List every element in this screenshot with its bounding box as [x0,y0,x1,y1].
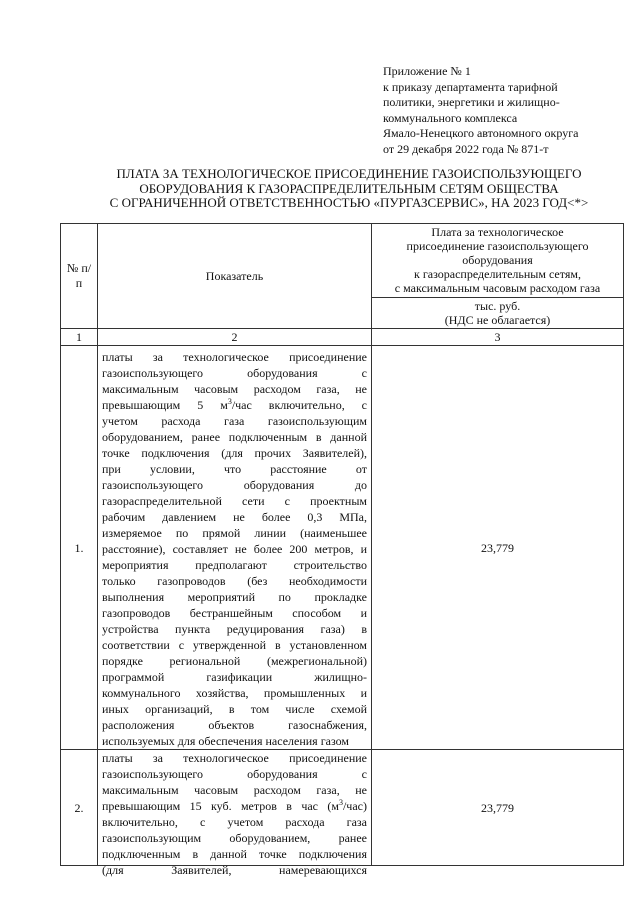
row-indicator-text [102,349,367,749]
text-line: учетом расхода газа газоиспользующим [102,414,367,428]
appendix-line: к приказу департамента тарифной [383,79,558,94]
header-indicator-label: Показатель [205,269,264,283]
header-fee-line: с максимальным часовым расходом газа [394,281,601,296]
col-number: 3 [372,329,624,346]
text-line: при условии, что расстояние от [102,462,367,476]
text-line: платы за технологическое присоединение [102,751,367,765]
text-line: мероприятия предполагают строительство [102,558,367,572]
text-line: измеряемое по прямой линии (наименьшее [102,526,367,540]
text-line: максимальным часовым расходом газа, не [102,783,367,797]
text-line: иных организаций, в том числе схемой [102,702,367,716]
col-number: 1 [61,329,98,346]
appendix-line: Ямало-Ненецкого автономного округа [383,126,579,140]
column-number-row [61,329,624,346]
header-fee-line: оборудования [462,253,533,268]
text-line: порядке региональной (межрегиональной) [102,654,367,668]
text-line: расстояние), составляет не более 200 метров, и [102,542,367,556]
title-line: ПЛАТА ЗА ТЕХНОЛОГИЧЕСКОЕ ПРИСОЕДИНЕНИЕ ГАЗОИСПОЛЬЗУЮЩЕГО [116,166,582,181]
text-line: используемых для обеспечения населения газом [102,734,349,748]
text-line: подключенным в данной точке подключения [102,847,367,861]
header-indicator [98,224,372,329]
text-line: коммунального хозяйства, промышленных и [102,686,367,700]
text-line: точке подключения (для прочих Заявителей), [102,446,367,460]
text-fragment: превышающим 15 куб. метров в час (м [102,799,339,813]
text-line: оборудованием, ранее подключенным в данной [102,430,367,444]
appendix-line: коммунального комплекса [383,110,518,125]
text-line [102,397,367,413]
text-line: (для Заявителей, намеревающихся [102,863,367,877]
text-fragment: /час) [342,799,367,813]
text-line: рабочим давлением не более 0,3 МПа, [102,510,367,524]
superscript: 3 [227,397,232,406]
header-unit-line: (НДС не облагается) [444,312,551,327]
header-fee-line: Плата за технологическое [431,225,564,240]
header-row [61,224,624,298]
superscript: 3 [338,798,343,807]
text-line: газоиспользующего оборудования с [102,767,367,781]
header-num-label: № п/п [66,261,92,290]
appendix-block [383,64,623,157]
text-line [102,798,367,814]
header-unit-line: тыс. руб. [474,298,521,313]
header-fee [372,224,624,298]
row-value: 23,779 [372,346,624,750]
text-line: газопроводов бестраншейным способом и [102,606,367,620]
text-line: выполнения мероприятий по прокладке [102,590,367,604]
row-value: 23,779 [372,750,624,866]
document-title [60,167,638,211]
text-fragment: /час включительно, с [231,398,368,412]
appendix-line: политики, энергетики и жилищно- [383,95,560,109]
title-line: С ОГРАНИЧЕННОЙ ОТВЕТСТВЕННОСТЬЮ «ПУРГАЗСЕРВИС», НА 2023 ГОД<*> [109,195,589,210]
appendix-line: от 29 декабря 2022 года № 871-т [383,141,549,156]
text-line: максимальным часовым расходом газа, не [102,382,367,396]
text-fragment: превышающим 5 м [102,398,228,412]
row-num: 1. [61,346,98,750]
appendix-line: Приложение № 1 [383,64,471,78]
header-unit [372,297,624,328]
text-line: газоиспользующего оборудования с [102,366,367,380]
text-line: включительно, с учетом расхода газа [102,815,367,829]
text-line: газораспределительной сети с проектным [102,494,367,508]
text-line: платы за технологическое присоединение [102,350,367,364]
text-line: только газопроводов (без необходимости [102,574,367,588]
table-row [61,750,624,866]
row-indicator [98,750,372,877]
col-number: 2 [98,329,372,346]
table-row [61,346,624,750]
text-line: расположения объектов газоснабжения, [102,718,367,732]
row-indicator-text [102,750,367,877]
header-num [61,224,98,329]
row-indicator [98,346,372,750]
text-line: программой газификации жилищно- [102,670,367,684]
title-line: ОБОРУДОВАНИЯ К ГАЗОРАСПРЕДЕЛИТЕЛЬНЫМ СЕТЯМ ОБЩЕСТВА [139,180,559,196]
header-fee-line: к газораспределительным сетям, [414,267,581,282]
text-line: соответствии с утвержденной в установленном [102,638,367,652]
text-line: газоиспользующим оборудованием, ранее [102,831,367,845]
fee-table [60,223,624,877]
text-line: устройства пункта редуцирования газа) в [102,622,367,636]
header-fee-line: присоединение газоиспользующего [406,239,589,254]
row-num: 2. [61,750,98,866]
text-line: газоиспользующего оборудования до [102,478,367,492]
